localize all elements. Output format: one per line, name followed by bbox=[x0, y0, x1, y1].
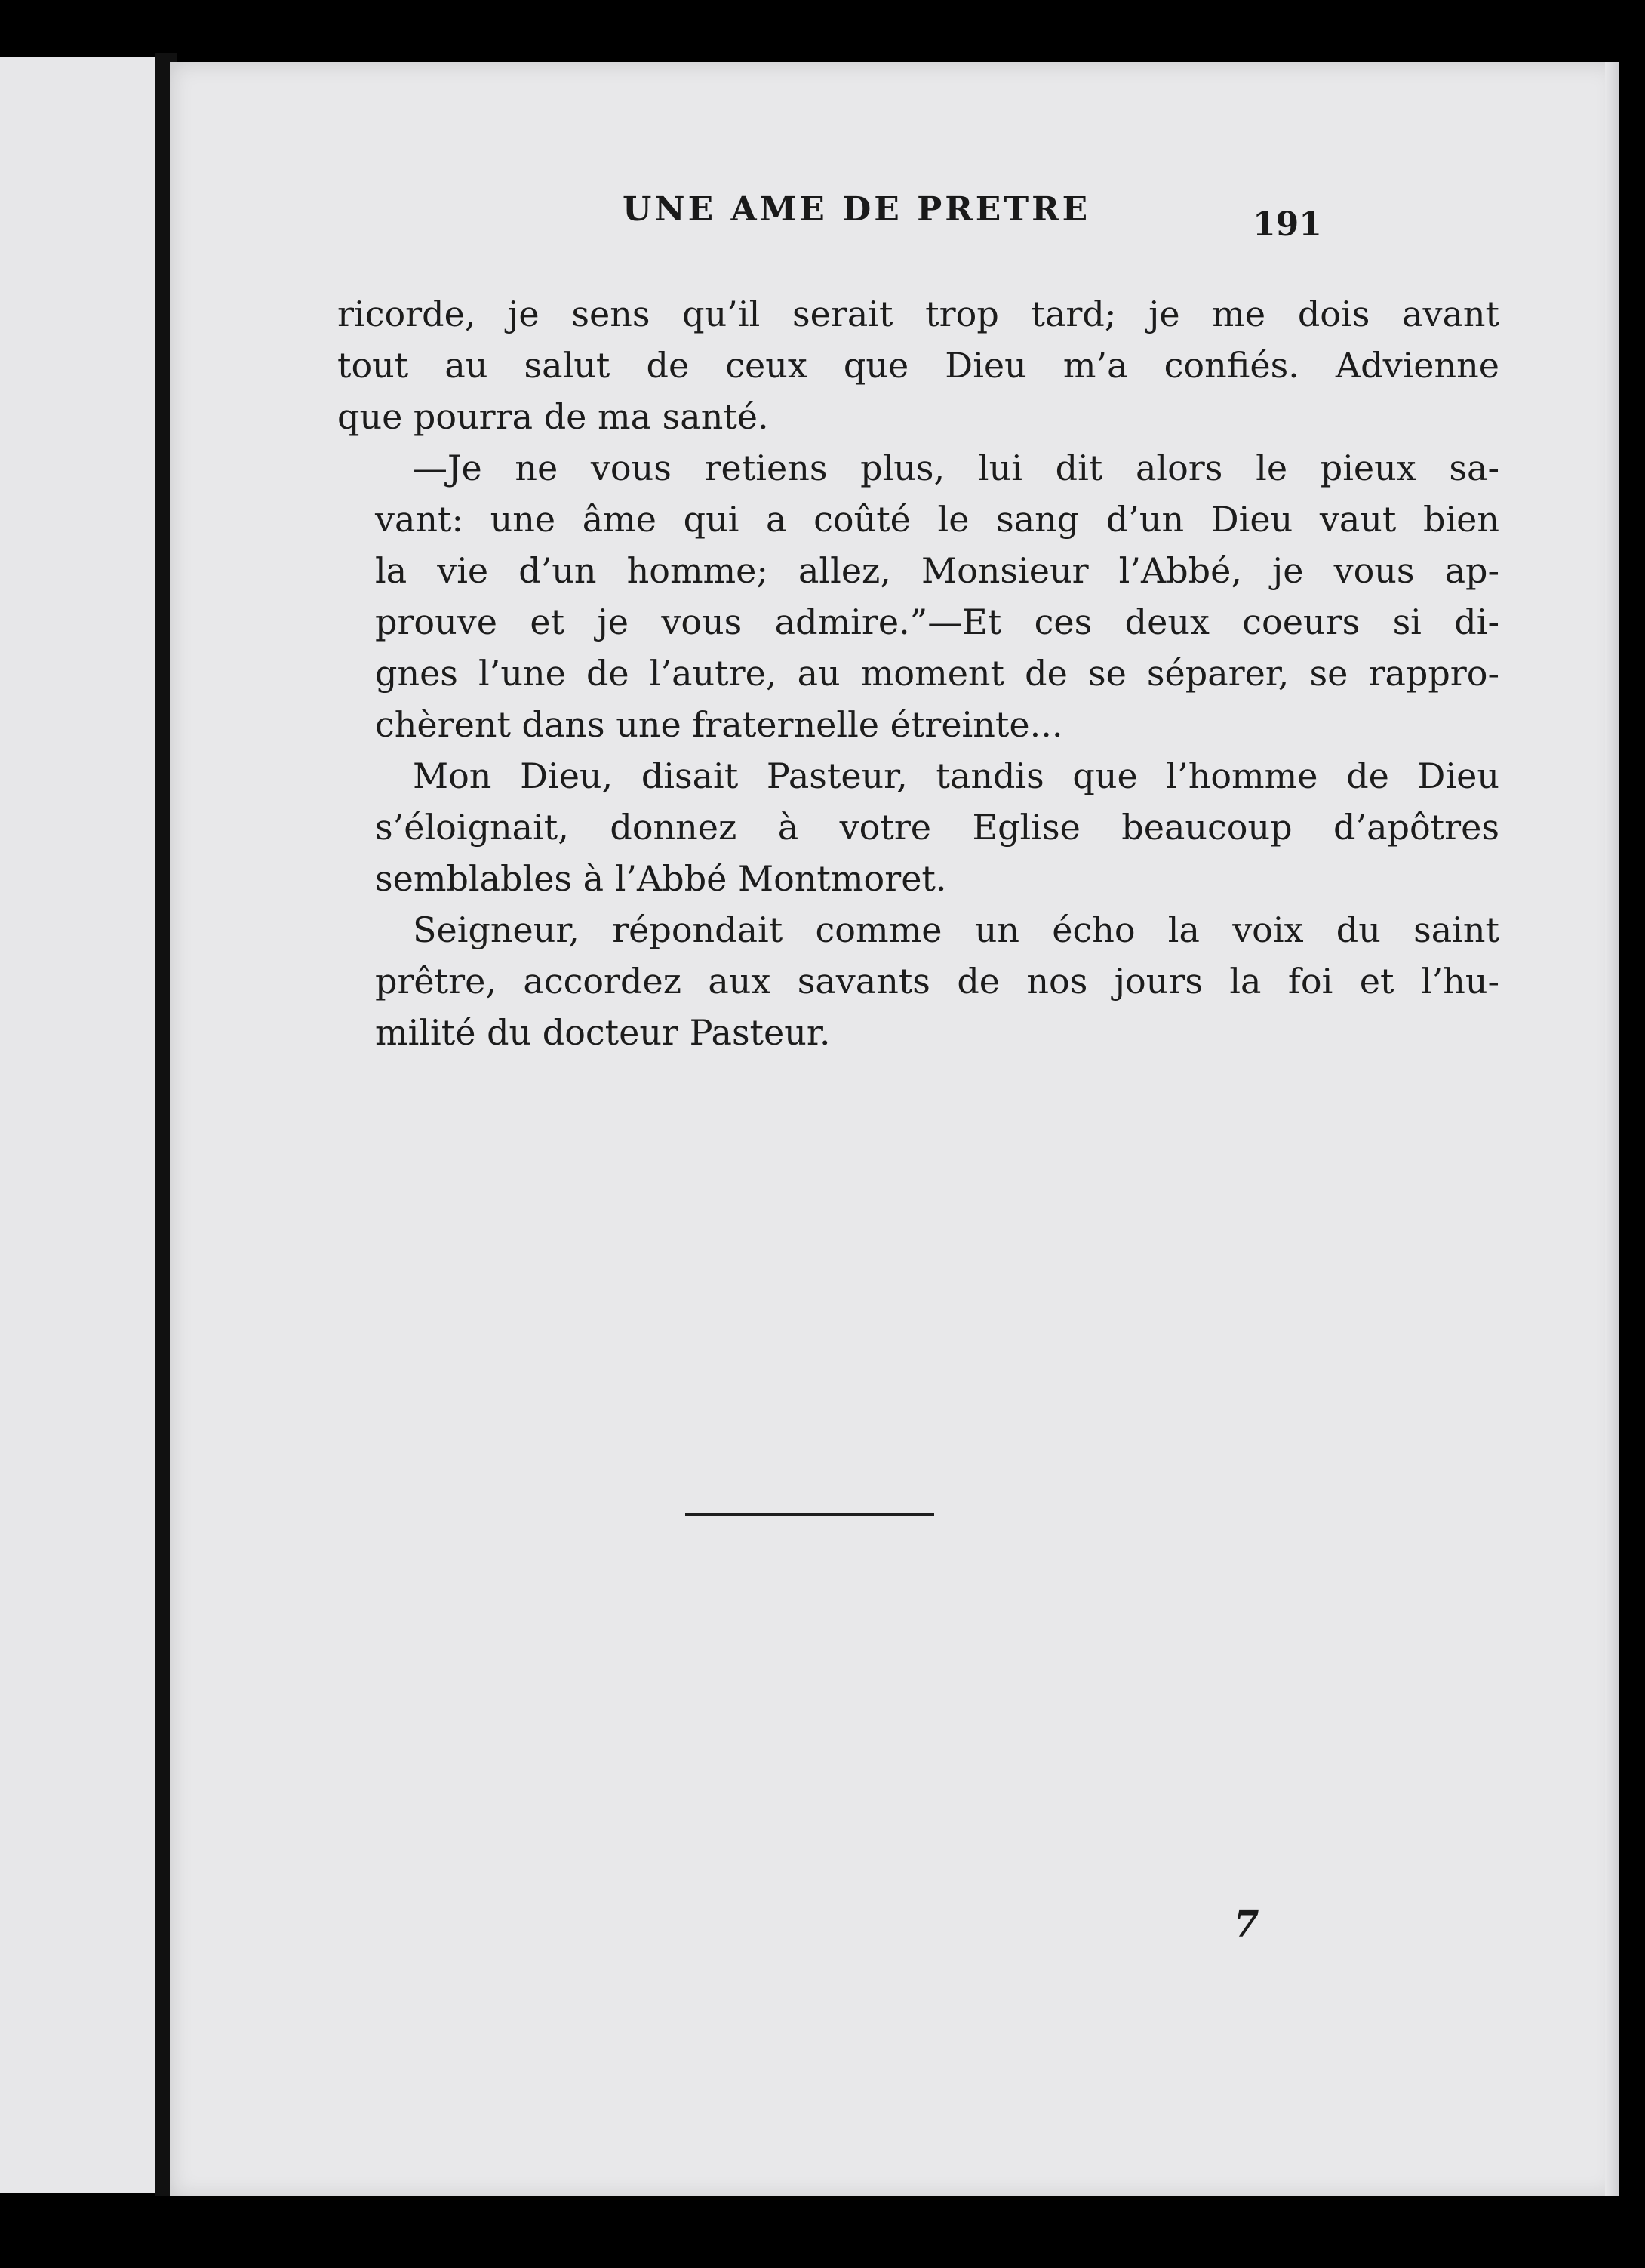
paragraph bbox=[337, 288, 1499, 442]
paragraph bbox=[337, 750, 1499, 904]
text-line: tout au salut de ceux que Dieu m’a confiés. Advienne bbox=[337, 345, 1499, 386]
text-line: chèrent dans une fraternelle étreinte... bbox=[375, 704, 1063, 745]
running-head: UNE AME DE PRETRE bbox=[623, 190, 1091, 229]
text-line: Mon Dieu, disait Pasteur, tandis que l’homme de Dieu bbox=[413, 755, 1499, 796]
page-number: 191 bbox=[1253, 205, 1322, 244]
text-line: que pourra de ma santé. bbox=[337, 396, 769, 437]
text-line: s’éloignait, donnez à votre Eglise beaucoup d’apôtres bbox=[375, 807, 1499, 848]
text-line: milité du docteur Pasteur. bbox=[375, 1012, 831, 1053]
text-line: ricorde, je sens qu’il serait trop tard; je me dois avant bbox=[337, 294, 1499, 334]
text-line: la vie d’un homme; allez, Monsieur l’Abbé, je vous ap- bbox=[375, 550, 1499, 591]
body-text bbox=[337, 288, 1499, 1058]
text-line: Seigneur, répondait comme un écho la voix du saint bbox=[413, 909, 1499, 950]
text-line: gnes l’une de l’autre, au moment de se séparer, se rappro- bbox=[375, 653, 1499, 694]
facing-page-edge bbox=[0, 57, 158, 2193]
text-line: prouve et je vous admire.”—Et ces deux coeurs si di- bbox=[375, 602, 1499, 642]
text-line: —Je ne vous retiens plus, lui dit alors le pieux sa- bbox=[413, 448, 1499, 488]
scan-bottom-border bbox=[0, 2196, 1645, 2268]
paragraph bbox=[337, 442, 1499, 750]
text-line: vant: une âme qui a coûté le sang d’un Dieu vaut bien bbox=[375, 499, 1499, 540]
page-edge-shadow bbox=[1605, 62, 1619, 2198]
signature-mark: 7 bbox=[1234, 1903, 1259, 1946]
text-line: prêtre, accordez aux savants de nos jours la foi et l’hu- bbox=[375, 961, 1499, 1002]
section-end-rule bbox=[685, 1513, 934, 1516]
paragraph bbox=[337, 904, 1499, 1058]
book-page bbox=[170, 62, 1619, 2198]
text-line: semblables à l’Abbé Montmoret. bbox=[375, 858, 947, 899]
